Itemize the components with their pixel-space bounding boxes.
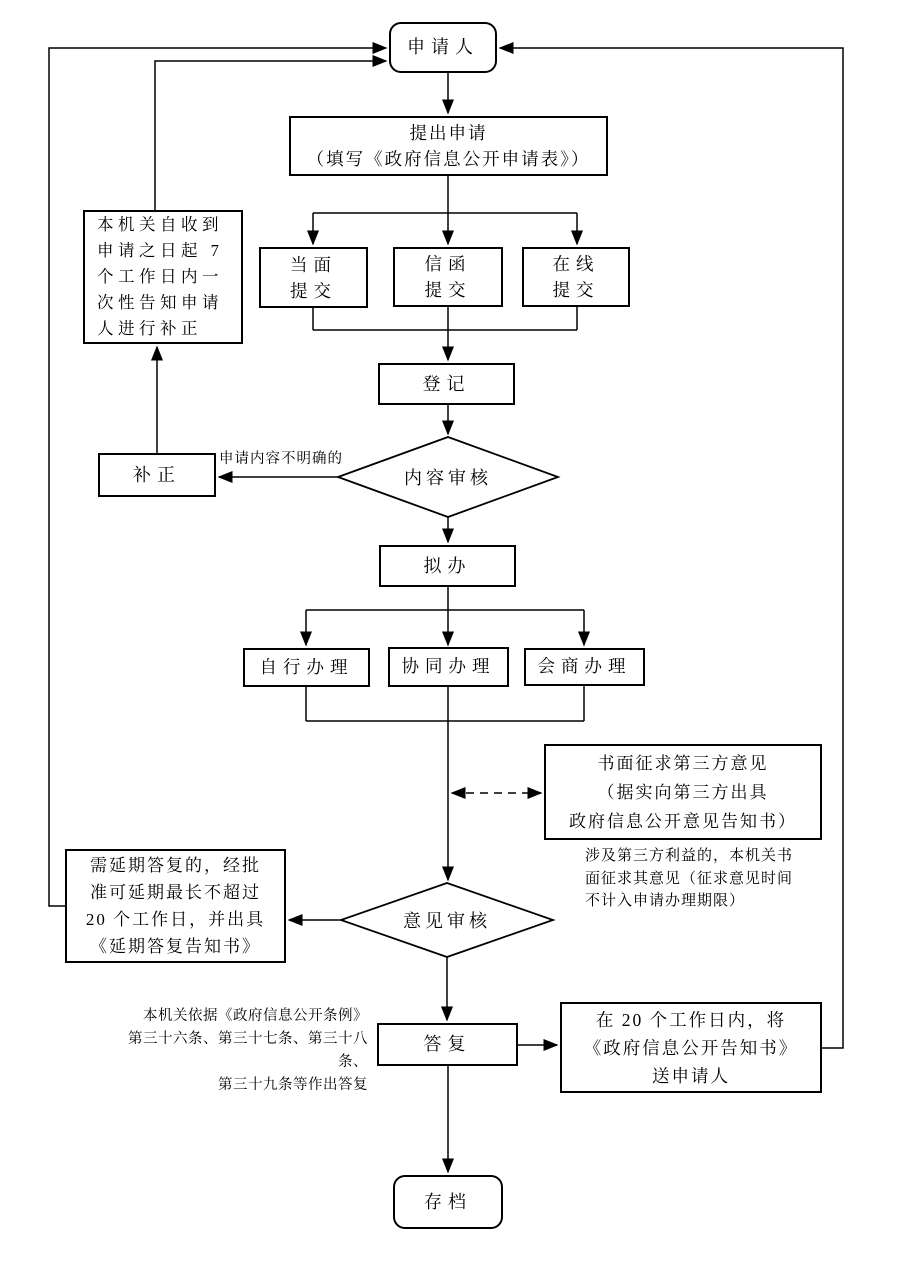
reply-basis-note: 本机关依据《政府信息公开条例》 第三十六条、第三十七条、第三十八条、 第三十九条等作出答复 (128, 1008, 368, 1093)
node-third-party-request: 书面征求第三方意见 （据实向第三方出具 政府信息公开意见告知书） (544, 744, 822, 840)
node-draft-handling: 拟办 (379, 545, 516, 587)
node-correction-notice: 本机关自收到 申请之日起 7 个工作日内一 次性告知申请 人进行补正 (83, 210, 243, 344)
node-register: 登记 (378, 363, 515, 405)
node-archive: 存档 (393, 1175, 503, 1229)
edge-label-unclear-content: 申请内容不明确的 (219, 451, 343, 467)
node-opinion-review-label: 意见审核 (403, 911, 491, 931)
node-deliver-notice: 在 20 个工作日内，将 《政府信息公开告知书》 送申请人 (560, 1002, 822, 1093)
node-applicant: 申请人 (389, 22, 497, 73)
node-reply: 答复 (377, 1023, 518, 1066)
node-handle-consult: 会商办理 (524, 648, 645, 686)
node-delay-reply: 需延期答复的，经批 准可延期最长不超过 20 个工作日，并出具 《延期答复告知书》 (65, 849, 286, 963)
third-party-note: 涉及第三方利益的，本机关书 面征求其意见（征求意见时间 不计入申请办理期限） (585, 848, 794, 909)
node-content-review-label: 内容审核 (404, 468, 492, 488)
node-handle-jointly: 协同办理 (388, 647, 509, 687)
node-submit-application: 提出申请 （填写《政府信息公开申请表》） (289, 116, 608, 176)
node-submit-in-person: 当面 提交 (259, 247, 368, 308)
node-submit-by-letter: 信函 提交 (393, 247, 503, 307)
node-handle-self: 自行办理 (243, 648, 370, 687)
node-submit-online: 在线 提交 (522, 247, 630, 307)
node-correction: 补正 (98, 453, 216, 497)
